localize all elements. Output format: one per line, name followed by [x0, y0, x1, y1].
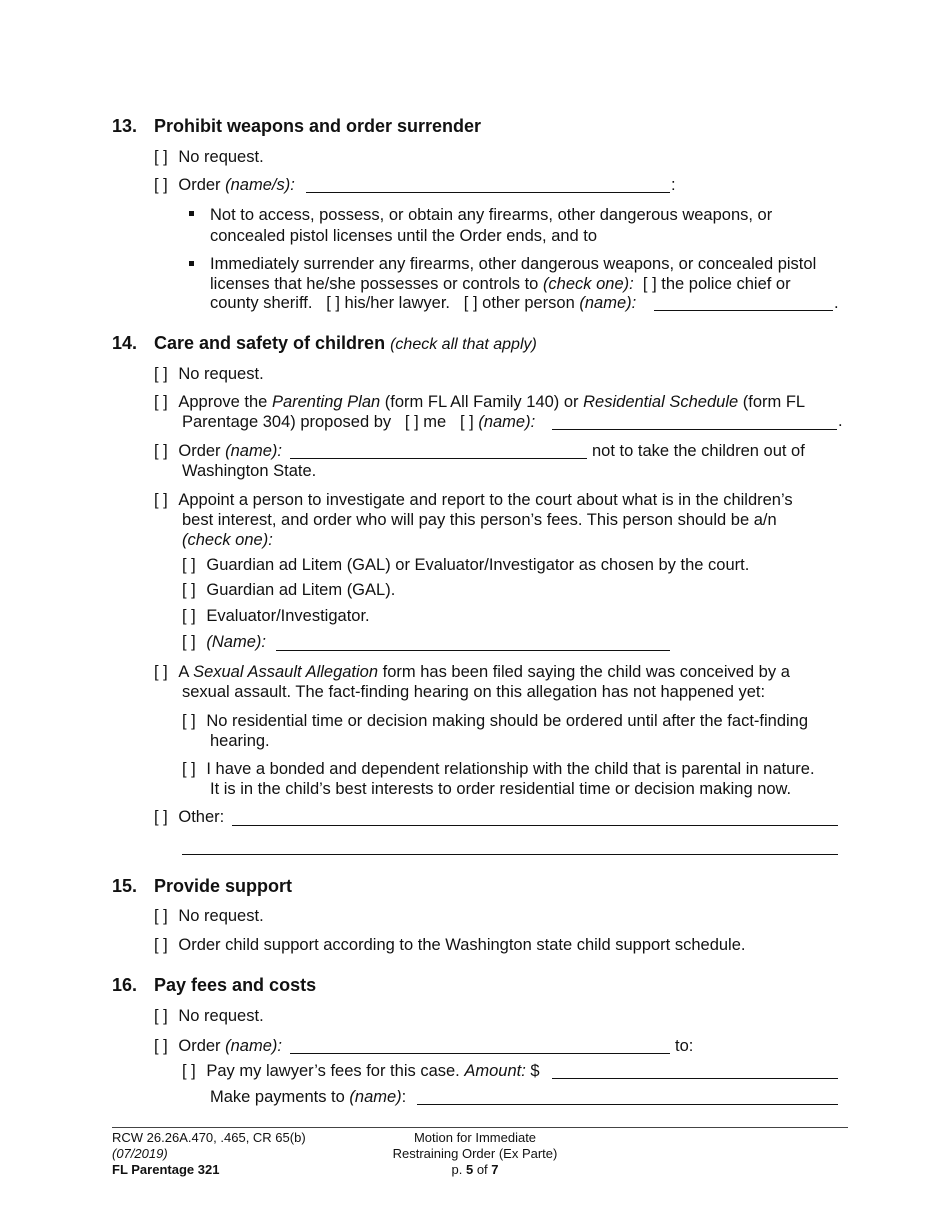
- section-13-title: Prohibit weapons and order surrender: [154, 116, 482, 136]
- s16-make-payments-name-field[interactable]: [417, 1104, 838, 1105]
- footer-page-of: of: [476, 1162, 488, 1177]
- s13-period: .: [834, 294, 839, 312]
- s16-pay-label: Pay my lawyer’s fees for this case.: [206, 1062, 460, 1080]
- checkbox[interactable]: [ ]: [154, 491, 168, 509]
- s15-order-child-support[interactable]: [154, 936, 745, 955]
- s14-order-label: Order: [178, 442, 221, 460]
- section-13-number: 13.: [112, 116, 138, 136]
- s14-sa-option-none[interactable]: [182, 711, 808, 751]
- s14-no-request[interactable]: [154, 365, 264, 384]
- s14-approve-c: (form FL All Family 140) or: [384, 393, 579, 411]
- s14-no-request-label: No request.: [178, 365, 264, 383]
- s13-bullet-2: [210, 255, 816, 314]
- checkbox[interactable]: [ ]: [154, 808, 168, 826]
- s16-make-payments: [210, 1088, 406, 1107]
- s13-order-name-field[interactable]: [306, 192, 670, 193]
- s14-approve-a: Approve the: [178, 393, 268, 411]
- s16-order-label: Order: [178, 1037, 221, 1055]
- s16-make-payments-hint: (name): [349, 1088, 402, 1106]
- s14-sa-c: form has been filed saying the child was conceived by a: [382, 663, 790, 681]
- s14-approve-name-hint: (name):: [478, 412, 536, 431]
- s14-option-gal-or-evaluator[interactable]: [182, 556, 749, 575]
- s15-order-label: Order child support according to the Washington state child support schedule.: [178, 936, 746, 954]
- s14-other-field-line2[interactable]: [182, 854, 838, 855]
- checkbox[interactable]: [ ]: [154, 1007, 168, 1025]
- checkbox-other-person[interactable]: [ ]: [463, 294, 478, 312]
- checkbox[interactable]: [ ]: [182, 607, 196, 625]
- s14-order-hint: (name):: [225, 442, 282, 460]
- s13-no-request-label: No request.: [178, 148, 264, 166]
- s14-approve[interactable]: [154, 393, 805, 432]
- s14-approve-name-field[interactable]: [552, 429, 837, 430]
- s13-b2-line2a: licenses that he/she possesses or controls to: [210, 274, 539, 293]
- s14-appoint-line1: Appoint a person to investigate and report to the court about what is in the children’s: [178, 491, 793, 509]
- checkbox-lawyer[interactable]: [ ]: [326, 294, 340, 312]
- checkbox[interactable]: [ ]: [182, 581, 196, 599]
- s13-b1-line1: Not to access, possess, or obtain any firearms, other dangerous weapons, or: [210, 206, 773, 224]
- footer-title-line2: Restraining Order (Ex Parte): [392, 1146, 558, 1161]
- s14-sa-o1-line2: hearing.: [210, 732, 270, 750]
- s13-b2-lawyer: his/her lawyer.: [344, 294, 451, 312]
- section-16-number: 16.: [112, 975, 138, 995]
- footer-center: [360, 1130, 590, 1178]
- footer-page: [360, 1162, 590, 1178]
- section-14-title-hint: (check all that apply): [390, 336, 537, 353]
- s14-opt4-label: (Name):: [206, 633, 266, 651]
- s13-b2-name-hint: (name):: [579, 294, 637, 312]
- footer-page-number: 5: [465, 1162, 474, 1177]
- s14-other[interactable]: [154, 808, 224, 827]
- s13-bullet-1: [210, 205, 772, 247]
- s13-b2-check-one: (check one):: [542, 274, 634, 293]
- s13-colon: :: [671, 176, 676, 194]
- s16-dollar-sign: $: [530, 1062, 540, 1080]
- checkbox[interactable]: [ ]: [182, 633, 196, 651]
- s15-no-request-label: No request.: [178, 907, 264, 925]
- checkbox[interactable]: [ ]: [154, 442, 168, 460]
- s15-no-request[interactable]: [154, 907, 264, 926]
- s16-order[interactable]: [154, 1037, 282, 1056]
- section-16-title: Pay fees and costs: [154, 975, 317, 995]
- s14-option-gal[interactable]: [182, 581, 395, 600]
- checkbox[interactable]: [ ]: [154, 148, 168, 166]
- s14-period: .: [838, 412, 843, 430]
- s14-approve-e: (form FL: [742, 393, 806, 411]
- footer-page-total: 7: [491, 1162, 499, 1177]
- bullet-icon: [189, 261, 194, 266]
- footer-date: (07/2019): [112, 1146, 168, 1161]
- s14-approve-line2: Parentage 304) proposed by: [182, 412, 392, 431]
- s16-order-name-field[interactable]: [290, 1053, 670, 1054]
- s14-sa-line2: sexual assault. The fact-finding hearing on this allegation has not happened yet:: [182, 683, 766, 701]
- footer-page-prefix: p.: [451, 1162, 463, 1177]
- checkbox[interactable]: [ ]: [182, 556, 196, 574]
- s16-make-payments-colon: :: [401, 1088, 407, 1106]
- checkbox[interactable]: [ ]: [154, 1037, 168, 1055]
- s14-sa-form-name: Sexual Assault Allegation: [193, 663, 379, 681]
- s14-appoint-check-one: (check one):: [182, 531, 273, 549]
- s14-sa-a: A: [178, 663, 189, 681]
- checkbox[interactable]: [ ]: [182, 760, 196, 778]
- checkbox[interactable]: [ ]: [154, 176, 168, 194]
- s14-appoint[interactable]: [154, 490, 793, 550]
- s14-opt3-label: Evaluator/Investigator.: [206, 607, 370, 625]
- checkbox[interactable]: [ ]: [182, 1062, 196, 1080]
- s16-no-request[interactable]: [154, 1007, 264, 1026]
- s14-sa-o2-line1: I have a bonded and dependent relationship with the child that is parental in nature.: [206, 760, 815, 778]
- s14-option-evaluator[interactable]: [182, 607, 370, 626]
- s14-other-label: Other:: [178, 808, 225, 826]
- s14-other-field[interactable]: [232, 825, 838, 826]
- footer-rcw: RCW 26.26A.470, .465, CR 65(b): [112, 1130, 306, 1145]
- s14-sexual-assault[interactable]: [154, 662, 790, 702]
- s14-approve-me: me: [423, 412, 447, 431]
- checkbox[interactable]: [ ]: [182, 712, 196, 730]
- checkbox[interactable]: [ ]: [154, 663, 168, 681]
- bullet-icon: [189, 211, 194, 216]
- s16-pay-lawyer-fees[interactable]: [182, 1062, 540, 1081]
- s16-order-hint: (name):: [225, 1037, 282, 1055]
- s14-option-name[interactable]: [182, 633, 266, 652]
- s16-amount-field[interactable]: [552, 1078, 838, 1079]
- checkbox[interactable]: [ ]: [154, 393, 168, 411]
- s14-order-name-field[interactable]: [290, 458, 587, 459]
- s14-opt1-label: Guardian ad Litem (GAL) or Evaluator/Investigator as chosen by the court.: [206, 556, 750, 574]
- footer-title-line1: Motion for Immediate: [413, 1130, 537, 1145]
- section-15-number: 15.: [112, 876, 138, 896]
- checkbox[interactable]: [ ]: [154, 365, 168, 383]
- s14-sa-o1-line1: No residential time or decision making should be ordered until after the fact-finding: [206, 712, 809, 730]
- s16-make-payments-label: Make payments to: [210, 1088, 345, 1106]
- s14-order-tail: not to take the children out of: [592, 442, 805, 460]
- checkbox[interactable]: [ ]: [154, 907, 168, 925]
- s14-order-line2: Washington State.: [182, 461, 317, 480]
- s14-approve-residential-schedule: Residential Schedule: [583, 393, 739, 411]
- footer-divider: [112, 1127, 848, 1128]
- s13-order-hint: (name/s):: [225, 176, 295, 194]
- footer-left: [112, 1130, 306, 1178]
- section-15-title: Provide support: [154, 876, 293, 896]
- s14-approve-parenting-plan: Parenting Plan: [271, 393, 381, 411]
- s13-b2-sheriff: county sheriff.: [210, 294, 313, 312]
- s13-b1-line2: concealed pistol licenses until the Order ends, and to: [210, 227, 598, 245]
- s14-sa-option-bonded[interactable]: [182, 759, 815, 799]
- section-14-title-text: Care and safety of children: [154, 333, 386, 353]
- checkbox-me[interactable]: [ ]: [404, 412, 419, 431]
- s14-appoint-line2: best interest, and order who will pay this person’s fees. This person should be a/n: [182, 511, 777, 529]
- s16-no-request-label: No request.: [178, 1007, 264, 1025]
- s13-other-person-name-field[interactable]: [654, 310, 833, 311]
- footer-form-id: FL Parentage 321: [112, 1162, 220, 1177]
- checkbox-name[interactable]: [ ]: [459, 412, 474, 431]
- s14-appoint-name-field[interactable]: [276, 650, 670, 651]
- s14-sa-o2-line2: It is in the child’s best interests to order residential time or decision making now.: [210, 780, 792, 798]
- s13-order-label: Order: [178, 176, 221, 194]
- s16-amount-label: Amount:: [464, 1062, 526, 1080]
- section-14-number: 14.: [112, 333, 138, 353]
- checkbox[interactable]: [ ]: [154, 936, 168, 954]
- s13-b2-police-chief: the police chief or: [661, 274, 791, 293]
- s14-order[interactable]: [154, 442, 316, 481]
- section-14-title: [154, 333, 537, 354]
- s13-b2-other-person: other person: [482, 294, 575, 312]
- checkbox-police-chief[interactable]: [ ]: [642, 274, 657, 293]
- s13-order[interactable]: [154, 176, 295, 195]
- s13-no-request[interactable]: [154, 148, 264, 167]
- s13-b2-line1: Immediately surrender any firearms, other dangerous weapons, or concealed pistol: [210, 255, 817, 273]
- s16-to: to:: [675, 1037, 694, 1055]
- s14-opt2-label: Guardian ad Litem (GAL).: [206, 581, 396, 599]
